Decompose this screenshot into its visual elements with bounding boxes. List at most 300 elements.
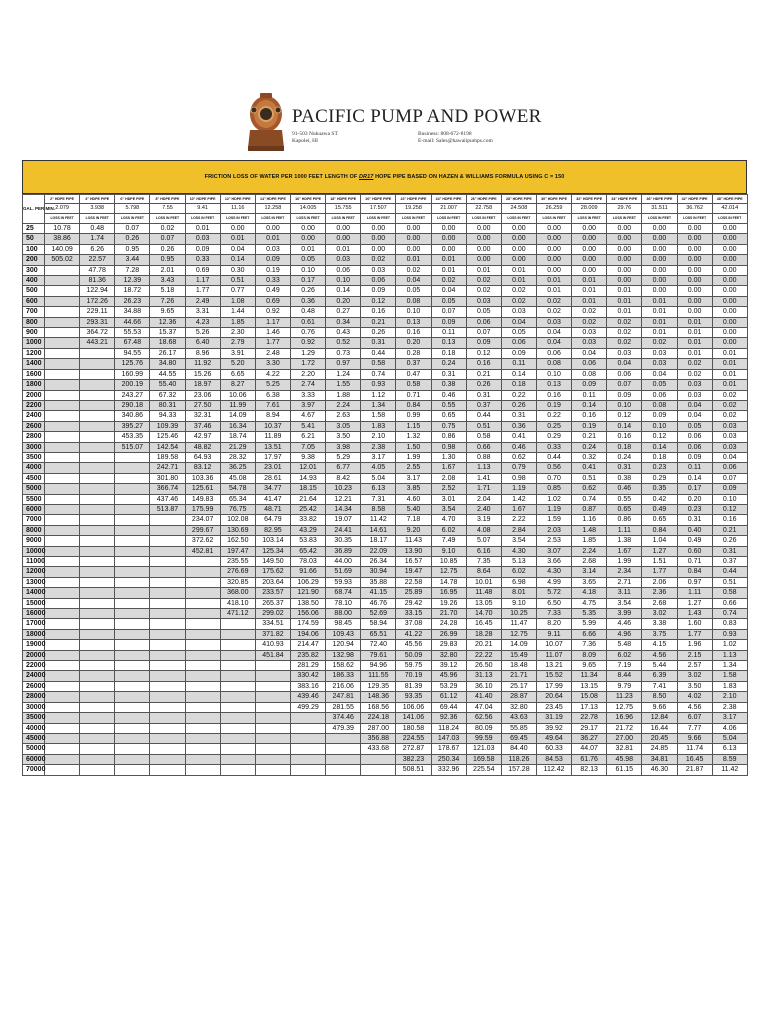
loss-cell: 149.83 — [185, 494, 220, 504]
loss-cell: 18.72 — [115, 286, 150, 296]
loss-cell — [326, 765, 361, 775]
loss-cell — [361, 765, 396, 775]
loss-cell: 0.07 — [115, 224, 150, 234]
loss-cell: 12.01 — [290, 463, 325, 473]
inner-diameter-cell: 12.258 — [255, 204, 290, 214]
loss-cell — [150, 525, 185, 535]
loss-cell — [150, 629, 185, 639]
loss-cell: 4.67 — [290, 411, 325, 421]
loss-cell: 9.65 — [572, 661, 607, 671]
company-address — [292, 131, 338, 145]
loss-cell: 2.71 — [607, 577, 642, 587]
loss-cell — [115, 557, 150, 567]
loss-cell: 1.77 — [185, 286, 220, 296]
loss-cell: 18.28 — [466, 629, 501, 639]
loss-cell: 0.70 — [536, 473, 571, 483]
loss-cell: 0.79 — [501, 463, 536, 473]
loss-cell: 216.06 — [326, 681, 361, 691]
loss-cell: 178.67 — [431, 744, 466, 754]
loss-cell: 18.15 — [290, 484, 325, 494]
loss-cell: 0.00 — [712, 265, 747, 275]
address-line-2: Kapolei, HI — [292, 138, 318, 144]
loss-cell — [115, 702, 150, 712]
table-row — [23, 421, 748, 431]
loss-cell: 93.35 — [396, 692, 431, 702]
loss-cell: 0.01 — [326, 244, 361, 254]
loss-cell: 0.86 — [607, 515, 642, 525]
loss-cell — [45, 359, 80, 369]
loss-cell: 0.02 — [607, 328, 642, 338]
loss-cell — [45, 328, 80, 338]
loss-cell — [115, 650, 150, 660]
loss-cell: 0.49 — [677, 536, 712, 546]
loss-cell: 0.01 — [536, 276, 571, 286]
loss-cell: 0.00 — [642, 234, 677, 244]
diving-helmet-logo-icon — [246, 90, 286, 154]
loss-cell: 7.35 — [466, 557, 501, 567]
loss-cell: 0.65 — [642, 515, 677, 525]
loss-cell: 68.74 — [326, 588, 361, 598]
loss-cell: 0.06 — [361, 276, 396, 286]
loss-cell: 0.02 — [431, 276, 466, 286]
loss-cell: 0.03 — [642, 359, 677, 369]
loss-cell: 1.99 — [607, 557, 642, 567]
loss-cell: 1.43 — [677, 609, 712, 619]
gpm-cell: 3500 — [23, 452, 45, 462]
loss-cell: 0.03 — [607, 348, 642, 358]
loss-cell — [185, 671, 220, 681]
loss-cell: 1.58 — [361, 411, 396, 421]
loss-cell: 10.23 — [326, 484, 361, 494]
table-row — [23, 494, 748, 504]
loss-cell: 0.16 — [466, 359, 501, 369]
loss-cell: 0.00 — [677, 296, 712, 306]
loss-cell: 508.51 — [396, 765, 431, 775]
loss-cell: 18.17 — [361, 536, 396, 546]
loss-cell: 44.07 — [572, 744, 607, 754]
loss-cell: 0.74 — [572, 494, 607, 504]
loss-cell: 189.58 — [150, 452, 185, 462]
loss-cell: 0.00 — [607, 276, 642, 286]
loss-cell: 0.03 — [466, 296, 501, 306]
loss-cell — [361, 754, 396, 764]
loss-cell: 5.41 — [290, 421, 325, 431]
loss-cell: 6.98 — [501, 577, 536, 587]
loss-cell — [45, 671, 80, 681]
pipe-size-header: 14" HDPE PIPE — [255, 195, 290, 204]
loss-cell: 24.85 — [642, 744, 677, 754]
loss-cell: 0.02 — [712, 390, 747, 400]
loss-cell: 443.21 — [80, 338, 115, 348]
inner-diameter-cell: 24.508 — [501, 204, 536, 214]
loss-label-cell: LOSS IN FEET — [677, 214, 712, 224]
loss-cell: 0.00 — [677, 234, 712, 244]
loss-cell: 0.16 — [607, 432, 642, 442]
loss-cell — [115, 713, 150, 723]
loss-cell: 0.09 — [501, 348, 536, 358]
loss-cell: 0.01 — [642, 317, 677, 327]
loss-cell — [45, 609, 80, 619]
loss-cell: 52.69 — [361, 609, 396, 619]
loss-cell: 4.75 — [572, 598, 607, 608]
loss-cell — [80, 359, 115, 369]
loss-cell: 36.10 — [466, 681, 501, 691]
loss-cell: 0.74 — [361, 369, 396, 379]
loss-cell: 67.32 — [150, 390, 185, 400]
loss-cell: 0.13 — [536, 380, 571, 390]
loss-cell: 3.31 — [185, 307, 220, 317]
loss-cell: 0.21 — [712, 525, 747, 535]
loss-cell: 47.04 — [466, 702, 501, 712]
loss-cell: 0.86 — [431, 432, 466, 442]
gpm-cell: 900 — [23, 328, 45, 338]
gpm-cell: 700 — [23, 307, 45, 317]
loss-cell: 0.00 — [431, 234, 466, 244]
loss-cell — [45, 411, 80, 421]
loss-cell — [115, 681, 150, 691]
loss-cell: 54.78 — [220, 484, 255, 494]
loss-cell: 0.66 — [466, 442, 501, 452]
loss-cell — [185, 681, 220, 691]
loss-cell: 21.87 — [677, 765, 712, 775]
loss-cell: 418.10 — [220, 598, 255, 608]
loss-cell: 39.12 — [431, 661, 466, 671]
loss-cell: 0.29 — [536, 432, 571, 442]
loss-cell: 0.01 — [396, 255, 431, 265]
loss-cell: 0.07 — [150, 234, 185, 244]
loss-cell: 0.01 — [290, 244, 325, 254]
loss-cell: 224.18 — [361, 713, 396, 723]
loss-cell: 20.21 — [466, 640, 501, 650]
table-row — [23, 609, 748, 619]
loss-cell — [255, 661, 290, 671]
loss-cell — [115, 609, 150, 619]
loss-cell: 0.00 — [255, 224, 290, 234]
loss-cell: 0.65 — [607, 504, 642, 514]
loss-cell — [115, 723, 150, 733]
loss-cell — [150, 557, 185, 567]
loss-cell: 3.54 — [431, 504, 466, 514]
gpm-cell: 4500 — [23, 473, 45, 483]
loss-cell: 0.31 — [431, 369, 466, 379]
gpm-cell: 16000 — [23, 609, 45, 619]
loss-cell: 0.02 — [150, 224, 185, 234]
loss-cell: 16.95 — [431, 588, 466, 598]
loss-cell: 0.33 — [536, 442, 571, 452]
loss-cell: 11.74 — [677, 744, 712, 754]
loss-cell: 451.84 — [255, 650, 290, 660]
loss-cell: 149.50 — [255, 557, 290, 567]
loss-cell: 0.02 — [607, 338, 642, 348]
inner-diameter-cell: 14.005 — [290, 204, 325, 214]
loss-cell: 8.27 — [220, 380, 255, 390]
loss-cell — [80, 681, 115, 691]
loss-cell: 0.00 — [607, 234, 642, 244]
gpm-cell: 10000 — [23, 546, 45, 556]
loss-cell: 4.18 — [572, 588, 607, 598]
loss-cell: 4.02 — [677, 692, 712, 702]
loss-cell — [115, 536, 150, 546]
loss-cell: 0.41 — [501, 432, 536, 442]
loss-cell: 433.68 — [361, 744, 396, 754]
loss-label-cell: LOSS IN FEET — [290, 214, 325, 224]
loss-cell: 0.00 — [572, 265, 607, 275]
pipe-size-header: 26" HDPE PIPE — [466, 195, 501, 204]
loss-cell: 233.57 — [255, 588, 290, 598]
loss-label-cell: LOSS IN FEET — [607, 214, 642, 224]
loss-cell — [80, 744, 115, 754]
loss-cell: 1.17 — [185, 276, 220, 286]
loss-cell: 41.22 — [396, 629, 431, 639]
loss-cell — [45, 650, 80, 660]
loss-cell — [45, 567, 80, 577]
loss-cell: 0.00 — [712, 317, 747, 327]
loss-cell: 0.06 — [536, 348, 571, 358]
loss-cell: 1.13 — [466, 463, 501, 473]
loss-cell: 0.36 — [290, 296, 325, 306]
loss-cell: 9.66 — [642, 702, 677, 712]
loss-cell: 112.42 — [536, 765, 571, 775]
loss-cell: 118.26 — [501, 754, 536, 764]
loss-cell: 14.09 — [501, 640, 536, 650]
loss-cell: 0.00 — [642, 276, 677, 286]
loss-cell: 0.97 — [326, 359, 361, 369]
table-row — [23, 328, 748, 338]
loss-cell: 1.02 — [536, 494, 571, 504]
loss-cell: 37.08 — [396, 619, 431, 629]
loss-cell — [185, 744, 220, 754]
loss-cell: 17.13 — [572, 702, 607, 712]
loss-cell: 0.07 — [431, 307, 466, 317]
loss-cell — [220, 629, 255, 639]
gpm-cell: 60000 — [23, 754, 45, 764]
loss-cell: 0.74 — [712, 609, 747, 619]
loss-cell — [115, 473, 150, 483]
loss-cell: 61.15 — [607, 765, 642, 775]
loss-cell: 5.99 — [572, 619, 607, 629]
loss-cell: 109.43 — [326, 629, 361, 639]
banner-dr: DR17 — [358, 174, 374, 180]
loss-cell — [115, 515, 150, 525]
loss-cell: 4.23 — [185, 317, 220, 327]
loss-cell: 41.15 — [361, 588, 396, 598]
loss-cell: 0.03 — [501, 307, 536, 317]
loss-cell: 0.03 — [326, 255, 361, 265]
gpm-cell: 28000 — [23, 692, 45, 702]
loss-cell: 4.30 — [501, 546, 536, 556]
loss-cell: 78.03 — [290, 557, 325, 567]
loss-cell: 36.25 — [220, 463, 255, 473]
loss-cell: 8.58 — [361, 504, 396, 514]
loss-cell: 0.37 — [396, 359, 431, 369]
loss-cell: 0.06 — [326, 265, 361, 275]
loss-cell: 4.96 — [607, 629, 642, 639]
loss-cell: 235.55 — [220, 557, 255, 567]
loss-cell: 14.70 — [466, 609, 501, 619]
loss-cell: 11.92 — [185, 359, 220, 369]
loss-cell: 1.77 — [677, 629, 712, 639]
loss-cell: 0.01 — [466, 265, 501, 275]
inner-diameter-cell: 3.938 — [80, 204, 115, 214]
loss-label-cell: LOSS IN FEET — [80, 214, 115, 224]
loss-cell: 0.07 — [712, 473, 747, 483]
loss-cell: 0.03 — [677, 390, 712, 400]
inner-diameter-cell: 5.798 — [115, 204, 150, 214]
loss-cell: 229.11 — [80, 307, 115, 317]
loss-cell — [290, 765, 325, 775]
loss-cell: 17.97 — [255, 452, 290, 462]
loss-cell: 0.20 — [326, 296, 361, 306]
table-row — [23, 629, 748, 639]
loss-cell: 29.17 — [572, 723, 607, 733]
loss-cell: 0.69 — [255, 296, 290, 306]
loss-cell: 0.11 — [677, 463, 712, 473]
table-row — [23, 765, 748, 775]
loss-cell: 34.77 — [255, 484, 290, 494]
inner-diameter-cell: 7.55 — [150, 204, 185, 214]
loss-cell: 276.69 — [220, 567, 255, 577]
loss-cell: 0.05 — [396, 286, 431, 296]
table-row — [23, 432, 748, 442]
table-row — [23, 702, 748, 712]
loss-cell: 2.34 — [607, 567, 642, 577]
loss-cell — [220, 754, 255, 764]
table-row — [23, 640, 748, 650]
table-row — [23, 661, 748, 671]
loss-cell: 6.02 — [431, 525, 466, 535]
loss-cell: 21.29 — [220, 442, 255, 452]
table-row — [23, 296, 748, 306]
loss-cell: 0.00 — [642, 265, 677, 275]
table-row — [23, 588, 748, 598]
loss-cell: 301.80 — [150, 473, 185, 483]
loss-cell: 175.99 — [185, 504, 220, 514]
table-row — [23, 317, 748, 327]
table-row — [23, 484, 748, 494]
loss-cell: 3.30 — [255, 359, 290, 369]
business-phone: Business: 808-672-8198 — [418, 131, 472, 137]
loss-cell: 0.05 — [677, 421, 712, 431]
loss-cell: 0.46 — [501, 442, 536, 452]
loss-cell: 332.96 — [431, 765, 466, 775]
table-row — [23, 400, 748, 410]
loss-cell: 281.29 — [290, 661, 325, 671]
loss-cell: 1.12 — [361, 390, 396, 400]
loss-cell: 61.76 — [572, 754, 607, 764]
loss-cell: 0.83 — [712, 619, 747, 629]
loss-cell: 0.31 — [712, 546, 747, 556]
loss-cell — [80, 525, 115, 535]
loss-cell: 0.71 — [396, 390, 431, 400]
loss-cell: 16.96 — [607, 713, 642, 723]
table-row — [23, 390, 748, 400]
loss-cell: 0.11 — [572, 390, 607, 400]
pipe-size-header: 4" HDPE PIPE — [80, 195, 115, 204]
loss-cell: 84.40 — [501, 744, 536, 754]
loss-cell: 1.71 — [466, 484, 501, 494]
loss-cell — [45, 629, 80, 639]
loss-cell: 0.01 — [677, 328, 712, 338]
loss-cell: 14.61 — [361, 525, 396, 535]
loss-cell — [45, 546, 80, 556]
loss-cell: 8.01 — [501, 588, 536, 598]
loss-label-cell: LOSS IN FEET — [150, 214, 185, 224]
loss-cell: 0.06 — [466, 317, 501, 327]
loss-cell: 194.06 — [290, 629, 325, 639]
loss-cell: 0.98 — [431, 442, 466, 452]
loss-cell: 0.06 — [642, 390, 677, 400]
loss-cell: 35.88 — [361, 577, 396, 587]
loss-cell: 0.01 — [607, 286, 642, 296]
loss-cell — [115, 525, 150, 535]
loss-cell: 9.79 — [607, 681, 642, 691]
loss-cell: 1.67 — [607, 546, 642, 556]
loss-cell — [150, 713, 185, 723]
loss-cell: 0.00 — [326, 234, 361, 244]
loss-cell: 118.24 — [431, 723, 466, 733]
loss-cell — [45, 504, 80, 514]
loss-cell: 0.01 — [501, 276, 536, 286]
loss-cell: 0.99 — [396, 411, 431, 421]
gpm-cell: 2400 — [23, 411, 45, 421]
inner-diameter-cell: 26.259 — [536, 204, 571, 214]
loss-cell: 30.35 — [326, 536, 361, 546]
loss-cell — [255, 671, 290, 681]
loss-cell: 29.42 — [396, 598, 431, 608]
gpm-cell: 20000 — [23, 650, 45, 660]
loss-cell: 242.71 — [150, 463, 185, 473]
loss-cell: 0.31 — [607, 463, 642, 473]
loss-cell: 8.94 — [255, 411, 290, 421]
loss-cell — [115, 546, 150, 556]
loss-cell: 9.11 — [536, 629, 571, 639]
loss-cell — [290, 733, 325, 743]
loss-cell: 34.88 — [115, 307, 150, 317]
loss-cell: 3.66 — [536, 557, 571, 567]
loss-cell: 5.72 — [536, 588, 571, 598]
loss-cell: 0.04 — [677, 400, 712, 410]
loss-cell: 7.18 — [396, 515, 431, 525]
loss-cell: 0.04 — [536, 328, 571, 338]
loss-cell: 0.00 — [712, 338, 747, 348]
loss-cell: 0.26 — [501, 400, 536, 410]
loss-cell: 50.09 — [396, 650, 431, 660]
table-row — [23, 515, 748, 525]
loss-cell — [45, 473, 80, 483]
loss-cell — [220, 661, 255, 671]
loss-cell: 0.21 — [466, 369, 501, 379]
loss-cell: 0.61 — [290, 317, 325, 327]
loss-cell: 62.56 — [466, 713, 501, 723]
loss-cell — [150, 546, 185, 556]
table-row — [23, 463, 748, 473]
loss-cell — [45, 713, 80, 723]
table-row — [23, 265, 748, 275]
loss-cell: 81.39 — [396, 681, 431, 691]
loss-cell: 0.43 — [326, 328, 361, 338]
loss-cell — [220, 671, 255, 681]
loss-cell: 12.21 — [326, 494, 361, 504]
loss-cell: 174.59 — [290, 619, 325, 629]
loss-cell: 14.93 — [290, 473, 325, 483]
loss-cell — [45, 286, 80, 296]
loss-cell: 48.82 — [185, 442, 220, 452]
loss-cell: 0.30 — [220, 265, 255, 275]
pipe-size-header: 30" HDPE PIPE — [536, 195, 571, 204]
loss-cell: 125.46 — [150, 432, 185, 442]
loss-cell: 0.01 — [677, 317, 712, 327]
loss-cell: 0.00 — [361, 234, 396, 244]
